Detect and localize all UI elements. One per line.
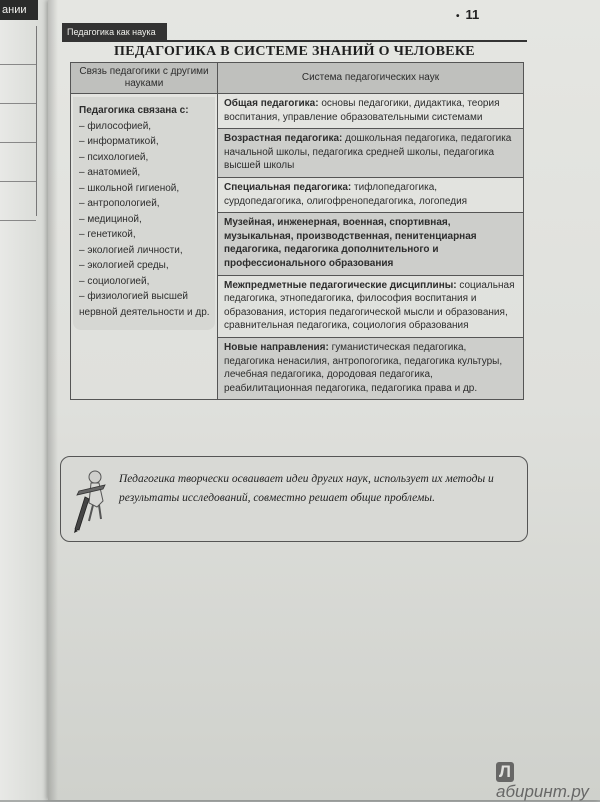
list-item: – антропологией, (79, 196, 210, 212)
system-item-age (218, 129, 523, 178)
note-box (60, 456, 528, 542)
system-item-term: Специальная педагогика: (224, 181, 352, 193)
watermark-text: абиринт.ру (496, 782, 589, 801)
system-item-text: тифлопедагогика, сурдопедагогика, олигофренопедагогика, логопедия (224, 181, 468, 207)
pencil-figure-icon (69, 467, 113, 533)
labirint-watermark (496, 762, 600, 802)
note-text: Педагогика творчески осваивает идеи других наук, использует их методы и результаты исследований, совместно решает общие проблемы. (119, 473, 494, 504)
header-rule (62, 40, 527, 42)
list-item: – генетикой, (79, 227, 210, 243)
col1-header: Связь педагогики с другими науками (71, 63, 218, 94)
related-sciences-cell (71, 94, 218, 400)
col2-header: Система педагогических наук (218, 63, 524, 94)
list-item: – школьной гигиеной, (79, 181, 210, 197)
list-item: – анатомией, (79, 165, 210, 181)
table-body-row (71, 94, 524, 400)
system-item-special (218, 178, 523, 213)
previous-page-header: ании (0, 0, 38, 20)
system-item-text: социальная педагогика, этнопедагогика, философия воспитания и образования, история педагогической мысли и образования, сравнительная педагогика, социология образования (224, 279, 515, 332)
labirint-logo: Л (496, 762, 514, 782)
list-item: – философией, (79, 119, 210, 135)
page-gutter-shadow (48, 0, 58, 800)
system-item-text: гуманистическая педагогика, педагогика ненасилия, антропогогика, педагогика культуры, лечебная педагогика, дородовая педагогика, реабилитационная педагогика, педагогика права и др. (224, 341, 503, 394)
list-item: – информатикой, (79, 134, 210, 150)
system-item-text: дошкольная педагогика, педагогика начальной школы, педагогика средней школы, педагогика высшей школы (224, 133, 512, 172)
related-sciences-lead: Педагогика связана с: (79, 105, 189, 116)
list-item: – социологией, (79, 274, 210, 290)
system-item-term: Общая педагогика: (224, 98, 319, 109)
running-header: Педагогика как наука (62, 23, 167, 41)
previous-page (0, 0, 48, 800)
system-item-term: Музейная, инженерная, военная, спортивная, музыкальная, производственная, пенитенциарная педагогика, педагогика дополнительного и профессионального образования (224, 217, 477, 269)
table-header-row (71, 63, 524, 94)
list-item: – медициной, (79, 212, 210, 228)
page-number (456, 7, 479, 22)
system-item-term: Новые направления: (224, 341, 329, 353)
list-item: – экологией личности, (79, 243, 210, 259)
system-item-text: основы педагогики, дидактика, теория воспитания, управление образовательными системами (224, 98, 500, 123)
page-number-value: 11 (465, 7, 480, 22)
page-number-bullet: • (456, 11, 460, 22)
page-title: ПЕДАГОГИКА В СИСТЕМЕ ЗНАНИЙ О ЧЕЛОВЕКЕ (114, 44, 475, 59)
list-item: – психологией, (79, 150, 210, 166)
system-item-new-directions (218, 338, 523, 399)
system-item-term: Межпредметные педагогические дисциплины: (224, 279, 457, 291)
system-item-branches (218, 213, 523, 275)
related-sciences-box (73, 97, 215, 330)
pedagogy-system-cell (218, 94, 524, 400)
related-sciences-list (79, 119, 210, 321)
system-item-term: Возрастная педагогика: (224, 133, 343, 145)
previous-page-table (0, 26, 37, 216)
pedagogy-table (70, 62, 524, 400)
list-item: – физиологией высшей нервной деятельности и др. (79, 289, 210, 320)
book-page (48, 0, 600, 800)
system-item-interdisciplinary (218, 276, 523, 338)
list-item: – экологией среды, (79, 258, 210, 274)
system-item-general (218, 94, 523, 129)
